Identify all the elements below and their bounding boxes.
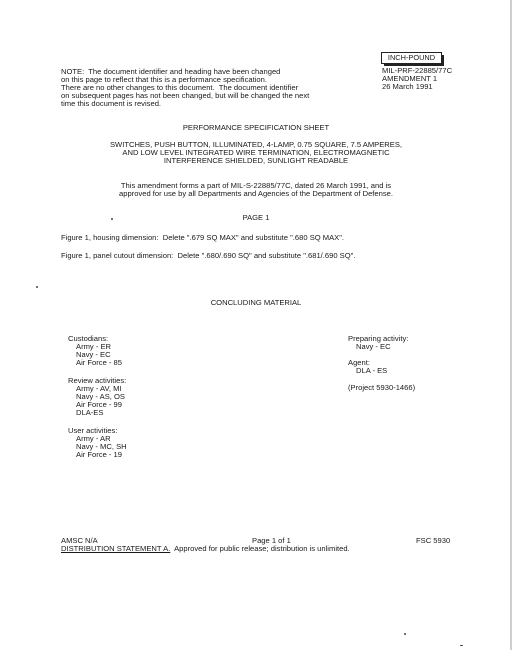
fsc-label: FSC 5930 bbox=[416, 536, 451, 545]
list-item: DLA-ES bbox=[76, 408, 104, 417]
custodians-heading: Custodians: bbox=[68, 334, 109, 343]
preparing-heading: Preparing activity: bbox=[348, 334, 409, 343]
note-line: time this document is revised. bbox=[61, 99, 162, 108]
change-item: Figure 1, housing dimension: Delete ".679 SQ MAX" and substitute ".680 SQ MAX". bbox=[61, 233, 345, 242]
title-line: INTERFERENCE SHIELDED, SUNLIGHT READABLE bbox=[163, 156, 349, 165]
list-item: Army - AV, MI bbox=[76, 384, 122, 393]
list-item: Air Force - 99 bbox=[76, 400, 122, 409]
concluding-heading: CONCLUDING MATERIAL bbox=[210, 298, 302, 307]
note-line: There are no other changes to this document. The document identifier bbox=[61, 83, 299, 92]
agent-value: DLA - ES bbox=[356, 366, 388, 375]
distribution-label: DISTRIBUTION STATEMENT A. bbox=[61, 544, 171, 553]
scan-speck bbox=[460, 645, 463, 646]
amsc-label: AMSC N/A bbox=[61, 536, 98, 545]
intro-line: approved for use by all Departments and Agencies of the Department of Defense. bbox=[119, 189, 393, 198]
list-item: Air Force - 85 bbox=[76, 358, 122, 367]
project-number: (Project 5930-1466) bbox=[348, 383, 416, 392]
scan-speck bbox=[404, 633, 406, 635]
amendment-date: 26 March 1991 bbox=[382, 82, 433, 91]
note-line: NOTE: The document identifier and heading have been changed bbox=[61, 67, 281, 76]
distribution-text: Approved for public release; distribution is unlimited. bbox=[170, 544, 350, 553]
page-count: Page 1 of 1 bbox=[252, 536, 291, 545]
page-heading: PAGE 1 bbox=[242, 213, 270, 222]
note-line: on subsequent pages has not been changed, but will be changed the next bbox=[61, 91, 310, 100]
change-item: Figure 1, panel cutout dimension: Delete ".680/.690 SQ" and substitute ".681/.690 SQ". bbox=[61, 251, 356, 260]
preparing-value: Navy - EC bbox=[356, 342, 391, 351]
list-item: Air Force - 19 bbox=[76, 450, 122, 459]
amendment-number: AMENDMENT 1 bbox=[382, 74, 438, 83]
title-line: SWITCHES, PUSH BUTTON, ILLUMINATED, 4-LAMP, 0.75 SQUARE, 7.5 AMPERES, bbox=[109, 140, 402, 149]
list-item: Navy - MC, SH bbox=[76, 442, 127, 451]
title-line: AND LOW LEVEL INTEGRATED WIRE TERMINATION, ELECTROMAGNETIC bbox=[122, 148, 390, 157]
sheet-title: PERFORMANCE SPECIFICATION SHEET bbox=[182, 123, 330, 132]
review-heading: Review activities: bbox=[68, 376, 127, 385]
list-item: Navy - AS, OS bbox=[76, 392, 125, 401]
agent-heading: Agent: bbox=[348, 358, 370, 367]
scan-speck bbox=[111, 218, 113, 220]
note-line: on this page to reflect that this is a performance specification. bbox=[61, 75, 267, 84]
list-item: Army - ER bbox=[76, 342, 112, 351]
scan-speck bbox=[36, 286, 38, 288]
list-item: Navy - EC bbox=[76, 350, 111, 359]
intro-line: This amendment forms a part of MIL-S-22885/77C, dated 26 March 1991, and is bbox=[120, 181, 392, 190]
distribution-statement bbox=[61, 544, 350, 553]
inch-pound-stamp: INCH-POUND bbox=[381, 52, 442, 64]
user-heading: User activities: bbox=[68, 426, 118, 435]
document-identifier: MIL-PRF-22885/77C bbox=[382, 66, 453, 75]
list-item: Army - AR bbox=[76, 434, 111, 443]
